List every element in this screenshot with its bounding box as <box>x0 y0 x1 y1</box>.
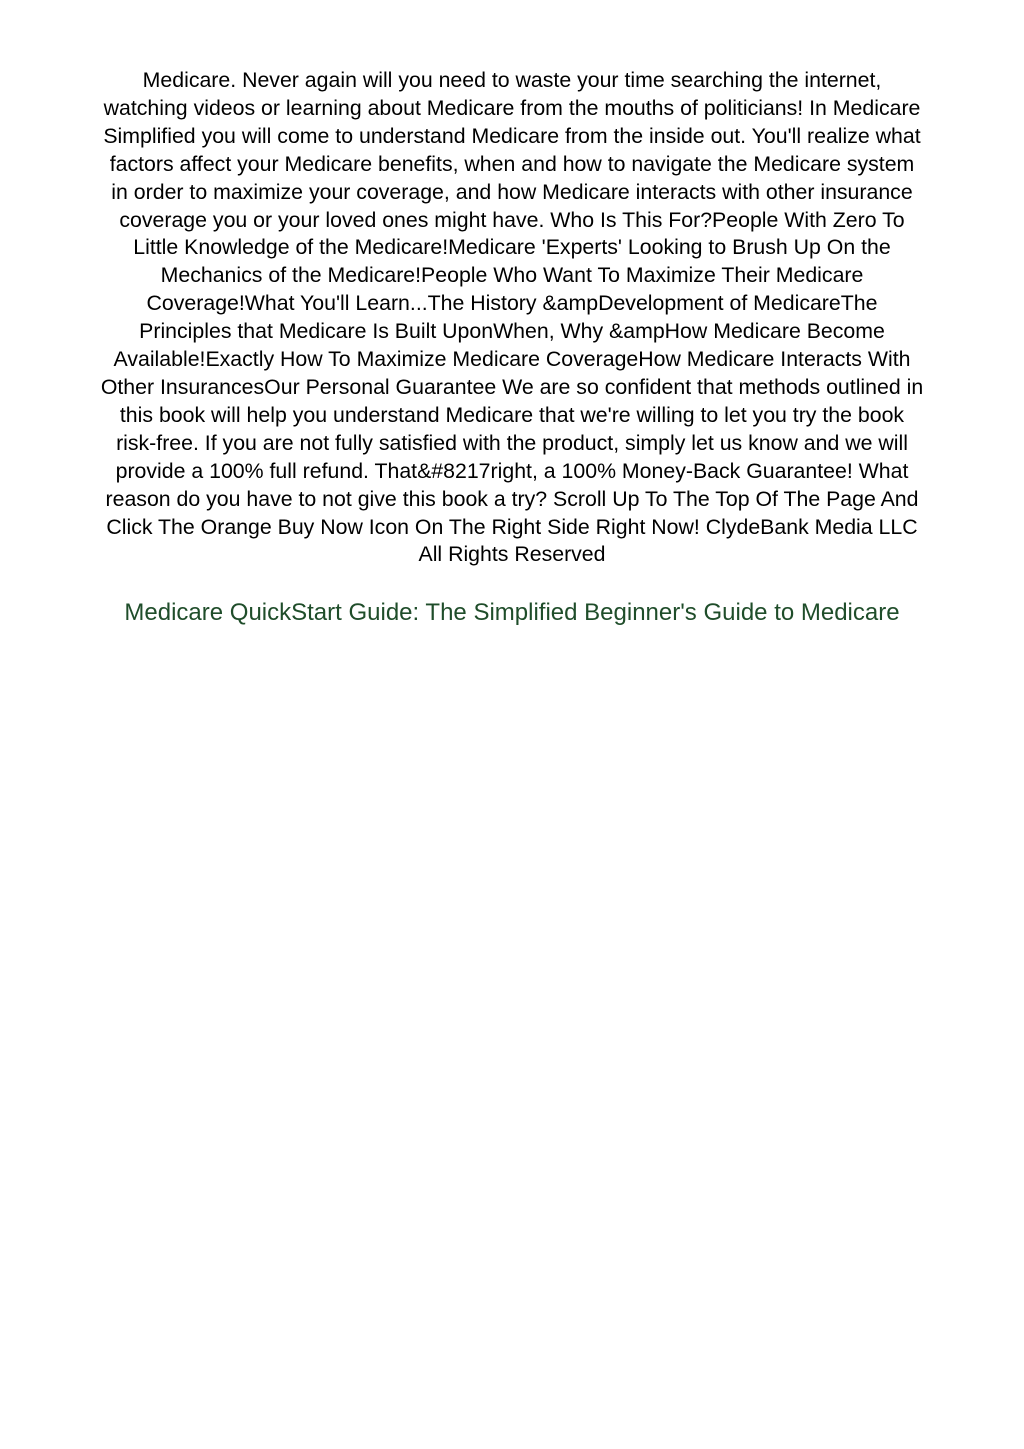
description-line: this book will help you understand Medicare that we're willing to let you try the book <box>119 402 905 427</box>
description-line: Principles that Medicare Is Built UponWhen, Why &ampHow Medicare Become <box>139 319 885 344</box>
description-line: Little Knowledge of the Medicare!Medicare 'Experts' Looking to Brush Up On the <box>133 235 891 260</box>
description-line: Click The Orange Buy Now Icon On The Right Side Right Now! ClydeBank Media LLC <box>106 514 918 539</box>
description-line: Coverage!What You'll Learn...The History &ampDevelopment of MedicareThe <box>146 291 878 316</box>
description-line: coverage you or your loved ones might have. Who Is This For?People With Zero To <box>119 207 905 232</box>
description-line: Available!Exactly How To Maximize Medicare CoverageHow Medicare Interacts With <box>113 347 911 372</box>
description-line: provide a 100% full refund. That&#8217right, a 100% Money-Back Guarantee! What <box>115 458 909 483</box>
book-title-link[interactable]: Medicare QuickStart Guide: The Simplified Beginner's Guide to Medicare <box>124 599 900 626</box>
description-line: risk-free. If you are not fully satisfied with the product, simply let us know and we will <box>116 430 908 455</box>
description-line: Other InsurancesOur Personal Guarantee We are so confident that methods outlined in <box>100 374 924 399</box>
description-line: Simplified you will come to understand Medicare from the inside out. You'll realize what <box>103 123 921 148</box>
book-description <box>56 67 968 569</box>
description-line: reason do you have to not give this book a try? Scroll Up To The Top Of The Page And <box>105 486 919 511</box>
description-line: Mechanics of the Medicare!People Who Want To Maximize Their Medicare <box>160 263 864 288</box>
description-line: factors affect your Medicare benefits, when and how to navigate the Medicare system <box>109 151 915 176</box>
description-line: watching videos or learning about Medicare from the mouths of politicians! In Medicare <box>103 95 921 120</box>
description-line: All Rights Reserved <box>418 542 606 567</box>
description-line: in order to maximize your coverage, and how Medicare interacts with other insurance <box>111 179 913 204</box>
description-line: Medicare. Never again will you need to waste your time searching the internet, <box>142 68 882 92</box>
